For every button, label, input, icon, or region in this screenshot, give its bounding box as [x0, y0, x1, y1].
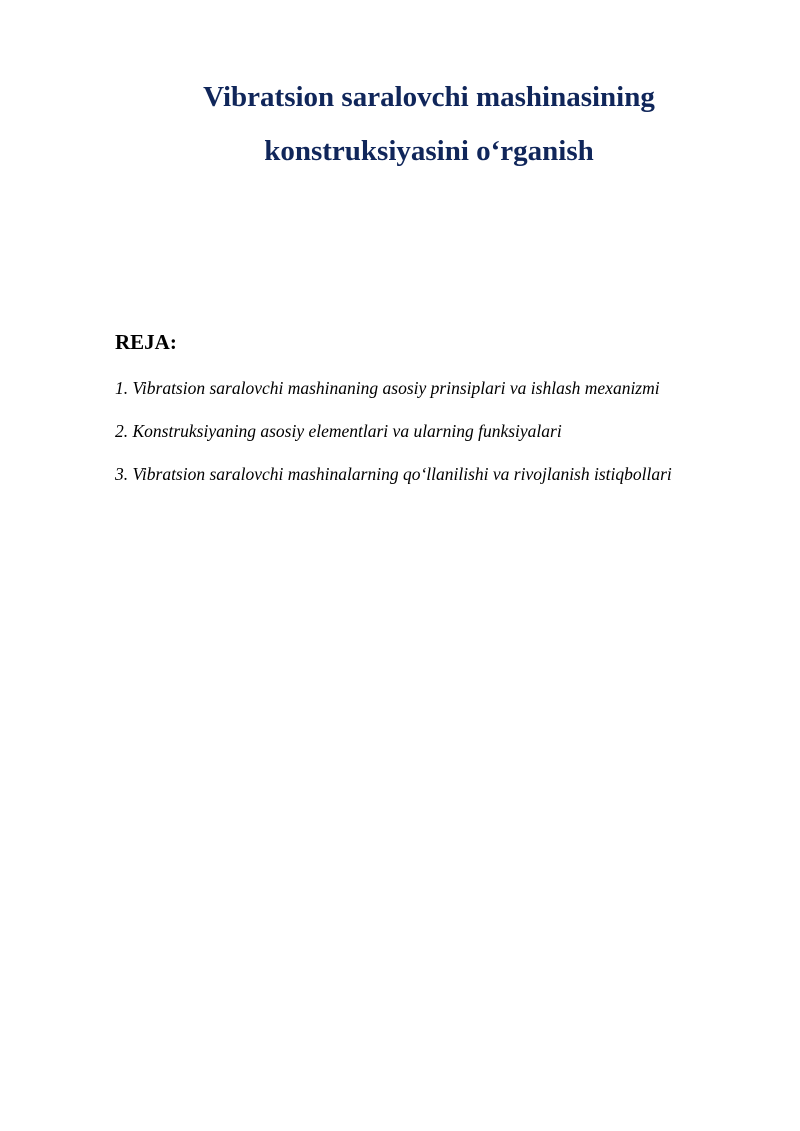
plan-list: [115, 374, 672, 503]
plan-heading: REJA:: [115, 330, 177, 354]
plan-item-1: 1. Vibratsion saralovchi mashinaning asosiy prinsiplari va ishlash mexanizmi: [115, 378, 660, 398]
title-line-2: konstruksiyasini o‘rganish: [264, 135, 594, 167]
document-title: [0, 70, 800, 178]
title-line-1: Vibratsion saralovchi mashinasining: [203, 81, 655, 113]
plan-item-2: 2. Konstruksiyaning asosiy elementlari va ularning funksiyalari: [115, 421, 562, 441]
plan-item-3: 3. Vibratsion saralovchi mashinalarning qo‘llanilishi va rivojlanish istiqbollari: [115, 464, 672, 484]
